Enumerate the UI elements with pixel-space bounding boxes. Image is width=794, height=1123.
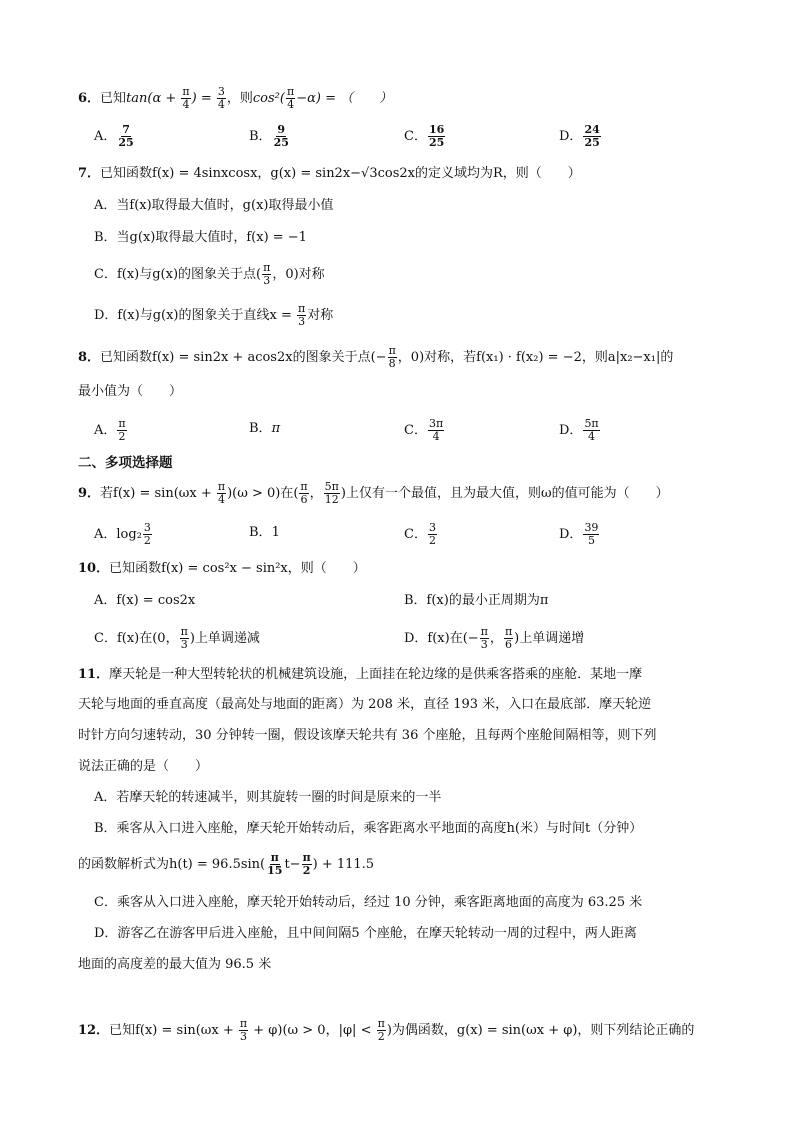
q8-options [94,418,726,443]
option-d: D．f(x)在(− $\frac{\pi}{3}$ ， $\frac{\pi}{6}$ )上单调递增 [404,625,585,651]
option-a: A． $\frac{\pi}{2}$ [94,417,126,443]
q7-option-c: C．f(x)与g(x)的图象关于点( $\frac{\pi}{3}$ ，0)对称 [94,261,325,287]
stem-text: ，则 [226,91,253,106]
q6-options [94,124,726,149]
q11-option-d: D．游客乙在游客甲后进入座舱，且中间间隔5 个座舱，在摩天轮转动一周的过程中，两人距离 [94,926,637,941]
fraction: $\frac{3}{4}$ [217,85,225,111]
option-b: B．π [249,421,281,436]
q11-option-d-line2: 地面的高度差的最大值为 96.5 米 [78,957,272,972]
question-6 [78,86,726,111]
option-d: D． $\frac{24}{25}$ [559,123,600,149]
q7-option-a: A．当f(x)取得最大值时，g(x)取得最小值 [94,198,334,213]
math-expr: cos²( [252,91,285,106]
question-number: 9． [78,486,101,501]
q11-line2: 天轮与地面的垂直高度（最高处与地面的距离）为 208 米，直径 193 米，入口在最底部．摩天轮逆 [78,697,652,712]
q10-options-row2 [94,626,726,651]
math-expr: −α) = （ ） [296,91,393,106]
option-d: D． $\frac{39}{5}$ [559,521,599,547]
question-number: 10． [78,561,110,576]
q7-option-d: D．f(x)与g(x)的图象关于直线x = $\frac{\pi}{3}$ 对称 [94,302,334,328]
option-b: B． $\frac{9}{25}$ [249,123,289,149]
q11-line3: 时针方向匀速转动，30 分钟转一圈，假设该摩天轮共有 36 个座舱，且每两个座舱间隔相等，则下列 [78,728,657,743]
stem-text: 已知函数f(x) = 4sinxcosx，g(x) = sin2x−√3cos2x的定义域均为R，则（ ） [100,166,581,181]
option-c: C． $\frac{3\pi}{4}$ [404,417,444,443]
q7-option-b: B．当g(x)取得最大值时，f(x) = −1 [94,230,307,245]
option-a: A． $\frac{7}{25}$ [94,123,134,149]
fraction: $\frac{\pi}{4}$ [286,85,295,111]
q11-option-a: A．若摩天轮的转速减半，则其旋转一圈的时间是原来的一半 [94,790,442,805]
option-b: B．f(x)的最小正周期为π [404,593,549,608]
question-12: 12．已知f(x) = sin(ωx + $\frac{\pi}{3}$ + φ)(ω > 0，|φ| < $\frac{\pi}{2}$ )为偶函数，g(x) = sin(ωx + φ)，则下列结论正确的 [78,1017,695,1043]
option-c: C．f(x)在(0， $\frac{\pi}{3}$ )上单调递减 [94,625,260,651]
fraction: $\frac{\pi}{4}$ [182,85,190,111]
question-9: 9．若f(x) = sin(ωx + $\frac{\pi}{4}$ )(ω > 0)在( $\frac{\pi}{6}$ ， $\frac{5\pi}{12}$ )上仅有一个最值，且为最大值，则ω的值可能为（ ） [78,480,669,506]
question-number: 11． [78,667,110,682]
question-number: 8． [78,350,101,365]
q11-option-b: B．乘客从入口进入座舱，摩天轮开始转动后，乘客距离水平地面的高度h(米）与时间t（分钟） [94,821,643,836]
stem-text: 已知 [100,91,127,106]
option-a: A．log₂ $\frac{3}{2}$ [94,521,151,547]
q11-option-c: C．乘客从入口进入座舱，摩天轮开始转动后，经过 10 分钟，乘客距离地面的高度为 63.25 米 [94,895,643,910]
math-expr: ) = [191,91,216,106]
section-title: 二、多项选择题 [78,455,173,471]
question-number: 12． [78,1023,110,1038]
question-8: 8．已知函数f(x) = sin2x + acos2x的图象关于点(− $\frac{\pi}{8}$ ，0)对称，若f(x₁) · f(x₂) = −2，则a|x₂−x₁|的 [78,344,674,370]
question-10: 10．已知函数f(x) = cos²x − sin²x，则（ ） [78,561,366,576]
question-number: 6． [78,91,101,106]
question-11: 11．摩天轮是一种大型转轮状的机械建筑设施，上面挂在轮边缘的是供乘客搭乘的座舱．某地一摩 [78,667,643,682]
option-b: B．1 [249,525,280,540]
question-7 [78,163,726,185]
q11-line4: 说法正确的是（ ） [78,759,209,774]
math-expr: tan(α + [126,91,181,106]
option-c: C． $\frac{3}{2}$ [404,521,436,547]
question-number: 7． [78,166,101,181]
q8-stem-line2: 最小值为（ ） [78,384,183,399]
q10-options-row1 [94,590,726,612]
option-d: D． $\frac{5\pi}{4}$ [559,417,599,443]
option-a: A．f(x) = cos2x [94,593,196,608]
q11-option-b-formula: 的函数解析式为h(t) = 96.5sin( $\frac{\pi}{15}$ t− $\frac{\pi}{2}$ ) + 111.5 [78,851,375,877]
q9-options [94,522,726,547]
option-c: C． $\frac{16}{25}$ [404,123,445,149]
